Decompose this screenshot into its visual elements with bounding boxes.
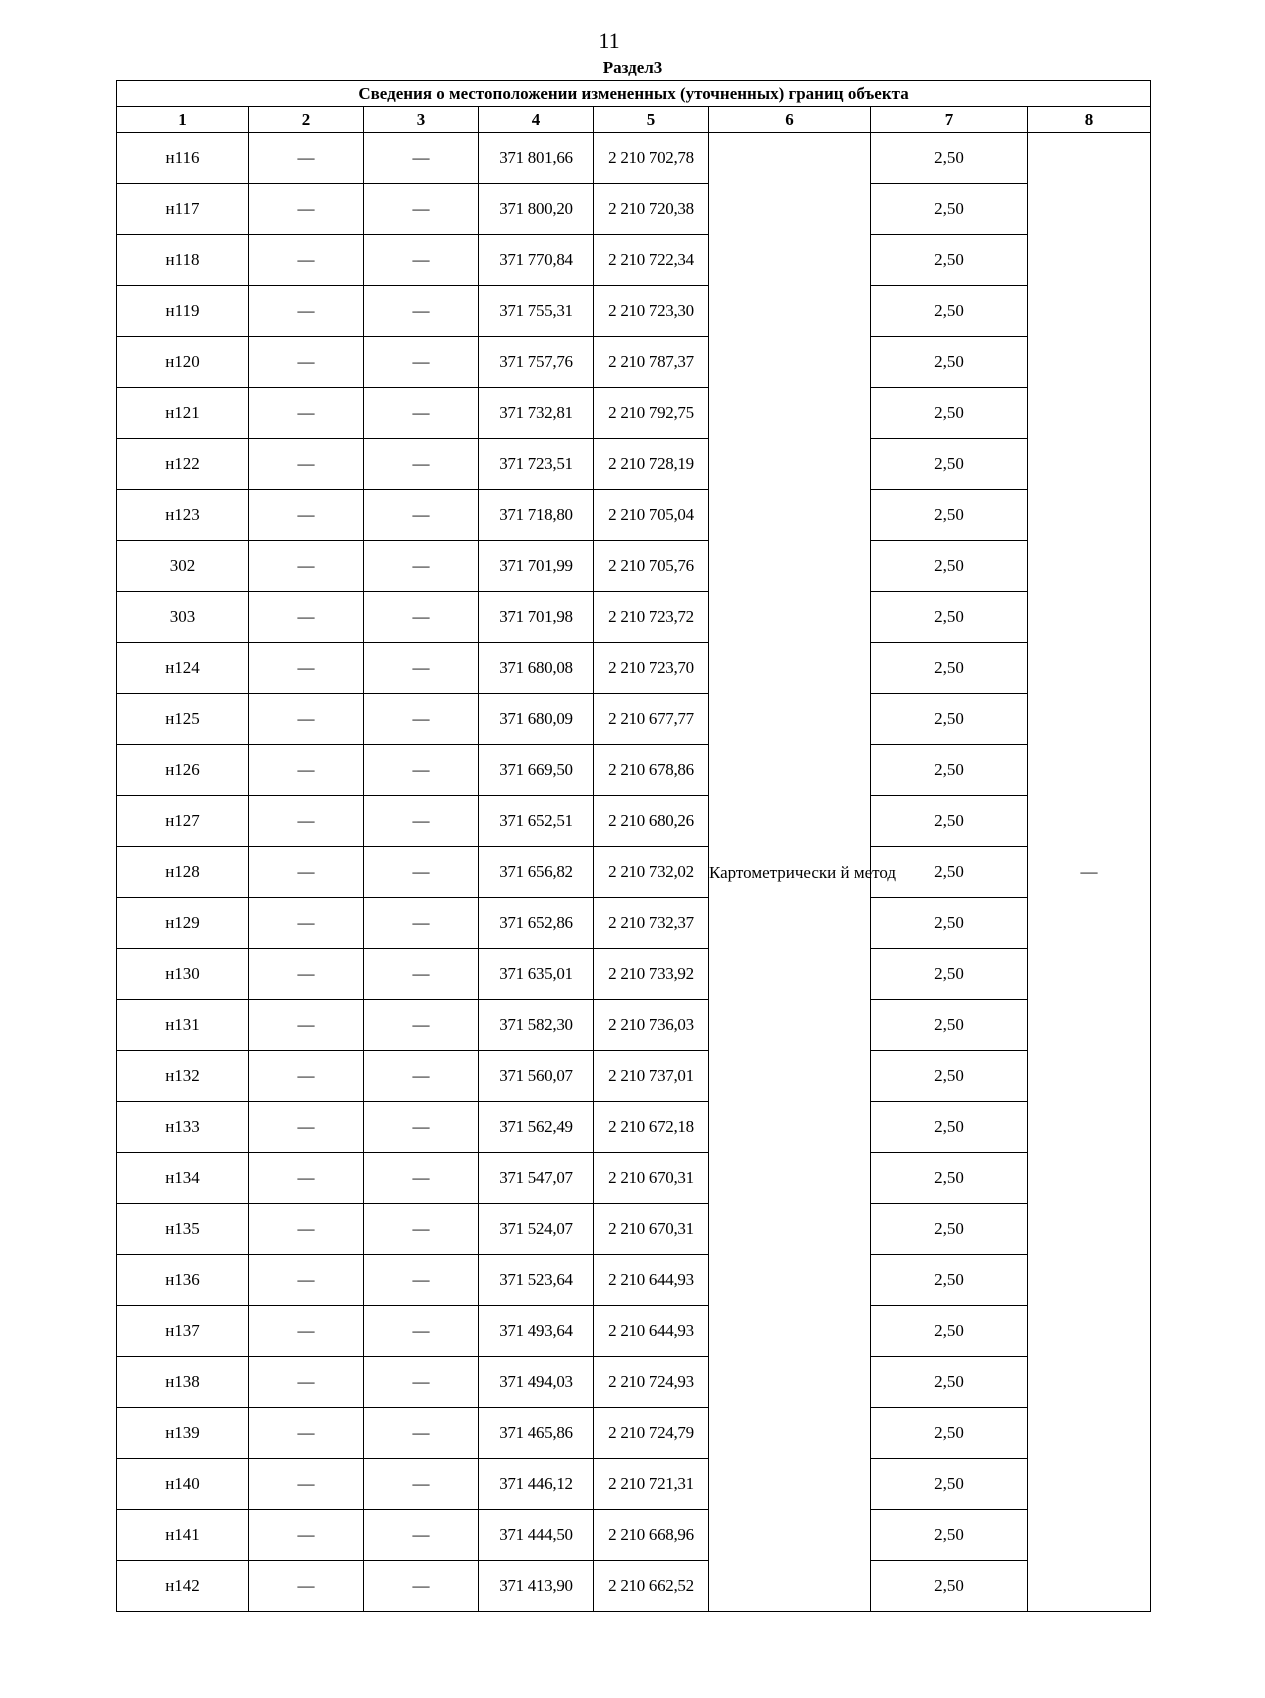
y-coordinate-cell: 2 210 670,31 [594, 1153, 709, 1204]
accuracy-cell: 2,50 [871, 1408, 1028, 1459]
table-row [117, 1102, 1151, 1153]
method-cell: Картометрически й метод [709, 133, 871, 1612]
y-coordinate-cell: 2 210 672,18 [594, 1102, 709, 1153]
column2-dash-cell: — [249, 133, 364, 184]
table-row [117, 1357, 1151, 1408]
point-name-cell: н132 [117, 1051, 249, 1102]
table-body [117, 133, 1151, 1612]
x-coordinate-cell: 371 562,49 [479, 1102, 594, 1153]
x-coordinate-cell: 371 582,30 [479, 1000, 594, 1051]
table-row [117, 286, 1151, 337]
column3-dash-cell: — [364, 898, 479, 949]
y-coordinate-cell: 2 210 724,79 [594, 1408, 709, 1459]
point-name-cell: н125 [117, 694, 249, 745]
table-row [117, 439, 1151, 490]
column-number: 6 [709, 107, 871, 133]
x-coordinate-cell: 371 701,98 [479, 592, 594, 643]
point-name-cell: н130 [117, 949, 249, 1000]
x-coordinate-cell: 371 493,64 [479, 1306, 594, 1357]
column3-dash-cell: — [364, 643, 479, 694]
column2-dash-cell: — [249, 1255, 364, 1306]
column2-dash-cell: — [249, 184, 364, 235]
column3-dash-cell: — [364, 1255, 479, 1306]
column-number: 2 [249, 107, 364, 133]
page-number: 11 [598, 28, 620, 53]
x-coordinate-cell: 371 465,86 [479, 1408, 594, 1459]
accuracy-cell: 2,50 [871, 1510, 1028, 1561]
point-name-cell: н119 [117, 286, 249, 337]
accuracy-cell: 2,50 [871, 745, 1028, 796]
y-coordinate-cell: 2 210 736,03 [594, 1000, 709, 1051]
y-coordinate-cell: 2 210 733,92 [594, 949, 709, 1000]
accuracy-cell: 2,50 [871, 1153, 1028, 1204]
column3-dash-cell: — [364, 745, 479, 796]
column2-dash-cell: — [249, 1459, 364, 1510]
column3-dash-cell: — [364, 949, 479, 1000]
accuracy-cell: 2,50 [871, 541, 1028, 592]
x-coordinate-cell: 371 635,01 [479, 949, 594, 1000]
table-row [117, 1255, 1151, 1306]
column2-dash-cell: — [249, 1408, 364, 1459]
accuracy-cell: 2,50 [871, 796, 1028, 847]
table-row [117, 1306, 1151, 1357]
column-number: 1 [117, 107, 249, 133]
y-coordinate-cell: 2 210 728,19 [594, 439, 709, 490]
point-name-cell: н137 [117, 1306, 249, 1357]
point-name-cell: н122 [117, 439, 249, 490]
table-row [117, 490, 1151, 541]
column2-dash-cell: — [249, 541, 364, 592]
accuracy-cell: 2,50 [871, 643, 1028, 694]
column3-dash-cell: — [364, 337, 479, 388]
x-coordinate-cell: 371 652,86 [479, 898, 594, 949]
column2-dash-cell: — [249, 949, 364, 1000]
x-coordinate-cell: 371 755,31 [479, 286, 594, 337]
column3-dash-cell: — [364, 286, 479, 337]
y-coordinate-cell: 2 210 680,26 [594, 796, 709, 847]
y-coordinate-cell: 2 210 644,93 [594, 1306, 709, 1357]
point-name-cell: н117 [117, 184, 249, 235]
accuracy-cell: 2,50 [871, 286, 1028, 337]
y-coordinate-cell: 2 210 702,78 [594, 133, 709, 184]
point-name-cell: н124 [117, 643, 249, 694]
accuracy-cell: 2,50 [871, 1561, 1028, 1612]
column-number: 3 [364, 107, 479, 133]
y-coordinate-cell: 2 210 668,96 [594, 1510, 709, 1561]
column3-dash-cell: — [364, 1408, 479, 1459]
table-caption: Сведения о местоположении измененных (уточненных) границ объекта [117, 81, 1151, 107]
accuracy-cell: 2,50 [871, 1204, 1028, 1255]
x-coordinate-cell: 371 523,64 [479, 1255, 594, 1306]
x-coordinate-cell: 371 757,76 [479, 337, 594, 388]
x-coordinate-cell: 371 446,12 [479, 1459, 594, 1510]
x-coordinate-cell: 371 732,81 [479, 388, 594, 439]
y-coordinate-cell: 2 210 787,37 [594, 337, 709, 388]
column2-dash-cell: — [249, 643, 364, 694]
table-row [117, 133, 1151, 184]
point-name-cell: 302 [117, 541, 249, 592]
point-name-cell: н126 [117, 745, 249, 796]
y-coordinate-cell: 2 210 724,93 [594, 1357, 709, 1408]
table-row [117, 235, 1151, 286]
column2-dash-cell: — [249, 694, 364, 745]
table-row [117, 184, 1151, 235]
x-coordinate-cell: 371 701,99 [479, 541, 594, 592]
boundary-coordinates-table [116, 80, 1151, 1612]
accuracy-cell: 2,50 [871, 337, 1028, 388]
column2-dash-cell: — [249, 1561, 364, 1612]
accuracy-cell: 2,50 [871, 1255, 1028, 1306]
table-row [117, 592, 1151, 643]
x-coordinate-cell: 371 656,82 [479, 847, 594, 898]
y-coordinate-cell: 2 210 644,93 [594, 1255, 709, 1306]
column8-cell: — [1028, 133, 1151, 1612]
point-name-cell: н142 [117, 1561, 249, 1612]
y-coordinate-cell: 2 210 723,72 [594, 592, 709, 643]
accuracy-cell: 2,50 [871, 898, 1028, 949]
column3-dash-cell: — [364, 1561, 479, 1612]
column3-dash-cell: — [364, 1357, 479, 1408]
column3-dash-cell: — [364, 847, 479, 898]
x-coordinate-cell: 371 680,08 [479, 643, 594, 694]
point-name-cell: н127 [117, 796, 249, 847]
table-row [117, 1510, 1151, 1561]
column2-dash-cell: — [249, 1000, 364, 1051]
accuracy-cell: 2,50 [871, 694, 1028, 745]
y-coordinate-cell: 2 210 662,52 [594, 1561, 709, 1612]
column3-dash-cell: — [364, 184, 479, 235]
y-coordinate-cell: 2 210 705,76 [594, 541, 709, 592]
x-coordinate-cell: 371 770,84 [479, 235, 594, 286]
x-coordinate-cell: 371 801,66 [479, 133, 594, 184]
table-row [117, 745, 1151, 796]
column2-dash-cell: — [249, 1153, 364, 1204]
column2-dash-cell: — [249, 337, 364, 388]
column-number: 8 [1028, 107, 1151, 133]
column2-dash-cell: — [249, 1051, 364, 1102]
table-row [117, 1051, 1151, 1102]
column2-dash-cell: — [249, 1510, 364, 1561]
x-coordinate-cell: 371 444,50 [479, 1510, 594, 1561]
point-name-cell: н140 [117, 1459, 249, 1510]
table-row [117, 1408, 1151, 1459]
column2-dash-cell: — [249, 847, 364, 898]
column3-dash-cell: — [364, 1102, 479, 1153]
point-name-cell: н133 [117, 1102, 249, 1153]
point-name-cell: н120 [117, 337, 249, 388]
table-row [117, 1000, 1151, 1051]
column3-dash-cell: — [364, 235, 479, 286]
accuracy-cell: 2,50 [871, 1306, 1028, 1357]
x-coordinate-cell: 371 547,07 [479, 1153, 594, 1204]
column2-dash-cell: — [249, 1204, 364, 1255]
column2-dash-cell: — [249, 1102, 364, 1153]
point-name-cell: н129 [117, 898, 249, 949]
column3-dash-cell: — [364, 592, 479, 643]
x-coordinate-cell: 371 723,51 [479, 439, 594, 490]
y-coordinate-cell: 2 210 723,70 [594, 643, 709, 694]
y-coordinate-cell: 2 210 792,75 [594, 388, 709, 439]
x-coordinate-cell: 371 718,80 [479, 490, 594, 541]
x-coordinate-cell: 371 680,09 [479, 694, 594, 745]
accuracy-cell: 2,50 [871, 490, 1028, 541]
table-row [117, 847, 1151, 898]
accuracy-cell: 2,50 [871, 949, 1028, 1000]
column3-dash-cell: — [364, 1510, 479, 1561]
column2-dash-cell: — [249, 286, 364, 337]
accuracy-cell: 2,50 [871, 1357, 1028, 1408]
table-row [117, 949, 1151, 1000]
point-name-cell: н138 [117, 1357, 249, 1408]
column3-dash-cell: — [364, 1000, 479, 1051]
column3-dash-cell: — [364, 1051, 479, 1102]
column3-dash-cell: — [364, 694, 479, 745]
column3-dash-cell: — [364, 388, 479, 439]
column3-dash-cell: — [364, 490, 479, 541]
y-coordinate-cell: 2 210 732,37 [594, 898, 709, 949]
point-name-cell: н128 [117, 847, 249, 898]
column2-dash-cell: — [249, 439, 364, 490]
column2-dash-cell: — [249, 1357, 364, 1408]
column3-dash-cell: — [364, 1306, 479, 1357]
column3-dash-cell: — [364, 796, 479, 847]
table-row [117, 1561, 1151, 1612]
y-coordinate-cell: 2 210 670,31 [594, 1204, 709, 1255]
point-name-cell: н134 [117, 1153, 249, 1204]
x-coordinate-cell: 371 413,90 [479, 1561, 594, 1612]
point-name-cell: н135 [117, 1204, 249, 1255]
y-coordinate-cell: 2 210 722,34 [594, 235, 709, 286]
x-coordinate-cell: 371 494,03 [479, 1357, 594, 1408]
table-row [117, 1459, 1151, 1510]
column-number-row [117, 107, 1151, 133]
table-row [117, 796, 1151, 847]
y-coordinate-cell: 2 210 720,38 [594, 184, 709, 235]
column3-dash-cell: — [364, 1153, 479, 1204]
column2-dash-cell: — [249, 745, 364, 796]
column2-dash-cell: — [249, 235, 364, 286]
column-number: 5 [594, 107, 709, 133]
accuracy-cell: 2,50 [871, 235, 1028, 286]
x-coordinate-cell: 371 669,50 [479, 745, 594, 796]
accuracy-cell: 2,50 [871, 1000, 1028, 1051]
accuracy-cell: 2,50 [871, 439, 1028, 490]
point-name-cell: н121 [117, 388, 249, 439]
table-row [117, 1153, 1151, 1204]
accuracy-cell: 2,50 [871, 133, 1028, 184]
point-name-cell: н118 [117, 235, 249, 286]
accuracy-cell: 2,50 [871, 1102, 1028, 1153]
accuracy-cell: 2,50 [871, 847, 1028, 898]
y-coordinate-cell: 2 210 678,86 [594, 745, 709, 796]
column3-dash-cell: — [364, 1204, 479, 1255]
point-name-cell: н139 [117, 1408, 249, 1459]
accuracy-cell: 2,50 [871, 184, 1028, 235]
x-coordinate-cell: 371 652,51 [479, 796, 594, 847]
x-coordinate-cell: 371 800,20 [479, 184, 594, 235]
table-row [117, 337, 1151, 388]
y-coordinate-cell: 2 210 737,01 [594, 1051, 709, 1102]
column2-dash-cell: — [249, 1306, 364, 1357]
table-row [117, 1204, 1151, 1255]
point-name-cell: 303 [117, 592, 249, 643]
accuracy-cell: 2,50 [871, 592, 1028, 643]
column3-dash-cell: — [364, 1459, 479, 1510]
column3-dash-cell: — [364, 439, 479, 490]
column2-dash-cell: — [249, 592, 364, 643]
table-row [117, 541, 1151, 592]
table-row [117, 643, 1151, 694]
section-title: Раздел3 [602, 58, 663, 77]
y-coordinate-cell: 2 210 705,04 [594, 490, 709, 541]
column2-dash-cell: — [249, 898, 364, 949]
column2-dash-cell: — [249, 490, 364, 541]
y-coordinate-cell: 2 210 721,31 [594, 1459, 709, 1510]
y-coordinate-cell: 2 210 677,77 [594, 694, 709, 745]
point-name-cell: н123 [117, 490, 249, 541]
column-number: 7 [871, 107, 1028, 133]
table-row [117, 388, 1151, 439]
x-coordinate-cell: 371 524,07 [479, 1204, 594, 1255]
accuracy-cell: 2,50 [871, 1459, 1028, 1510]
accuracy-cell: 2,50 [871, 388, 1028, 439]
column2-dash-cell: — [249, 796, 364, 847]
point-name-cell: н141 [117, 1510, 249, 1561]
y-coordinate-cell: 2 210 732,02 [594, 847, 709, 898]
y-coordinate-cell: 2 210 723,30 [594, 286, 709, 337]
column3-dash-cell: — [364, 133, 479, 184]
column-number: 4 [479, 107, 594, 133]
accuracy-cell: 2,50 [871, 1051, 1028, 1102]
column2-dash-cell: — [249, 388, 364, 439]
table-row [117, 694, 1151, 745]
table-row [117, 898, 1151, 949]
x-coordinate-cell: 371 560,07 [479, 1051, 594, 1102]
point-name-cell: н136 [117, 1255, 249, 1306]
point-name-cell: н116 [117, 133, 249, 184]
point-name-cell: н131 [117, 1000, 249, 1051]
column3-dash-cell: — [364, 541, 479, 592]
